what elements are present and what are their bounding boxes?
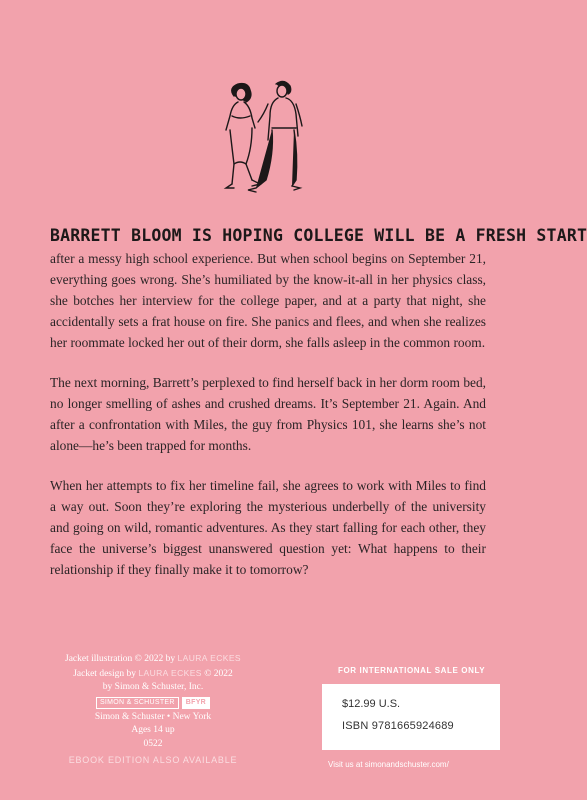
ebook-notice: EBOOK EDITION ALSO AVAILABLE xyxy=(68,754,238,765)
copyright-holder: by Simon & Schuster, Inc. xyxy=(102,682,204,693)
price: $12.99 U.S. xyxy=(342,698,401,710)
barcode-box xyxy=(322,684,500,750)
synopsis-paragraph: The next morning, Barrett’s perplexed to find herself back in her dorm room bed, no longer smelling of ashes and crushed dreams. It’s September 21. Again. And after a confrontation with Miles, the guy from Physics 101, she learns she’s not alone—he’s been trapped for months. xyxy=(50,375,486,453)
synopsis-paragraph: When her attempts to fix her timeline fail, she agrees to work with Miles to find a way out. Soon they’re exploring the mysterious underbelly of the university and going on wild, romantic adventures. As they start falling for each other, they face the universe’s biggest unanswered question yet: What happens to their relationship if they finally make it to tomorrow? xyxy=(50,478,486,577)
age-range: Ages 14 up xyxy=(131,725,175,736)
man-figure xyxy=(248,81,302,192)
print-code: 0522 xyxy=(143,738,163,749)
synopsis-paragraph: after a messy high school experience. But when school begins on September 21, everything goes wrong. She’s humiliated by the know-it-all in her physics class, she botches her interview for the college paper, and at a party that night, she accidentally sets a frat house on fire. She panics and flees, and when she realizes her roommate locked her out of their dorm, she falls asleep in the common room. xyxy=(50,251,486,350)
couple-illustration xyxy=(212,78,312,208)
simon-schuster-logo: SIMON & SCHUSTER xyxy=(96,697,179,709)
illustration-credit: Jacket illustration © 2022 by LAURA ECKES xyxy=(65,653,241,664)
publisher-logos xyxy=(58,697,248,709)
synopsis xyxy=(50,248,486,599)
bfyr-logo: BFYR xyxy=(182,697,210,709)
woman-figure xyxy=(226,84,260,188)
isbn: ISBN 9781665924689 xyxy=(342,720,454,732)
headline: BARRETT BLOOM IS HOPING COLLEGE WILL BE A FRESH START xyxy=(50,226,587,245)
credits-block xyxy=(58,652,248,767)
international-sale-notice: FOR INTERNATIONAL SALE ONLY xyxy=(338,666,486,675)
publisher-line: Simon & Schuster • New York xyxy=(94,711,212,722)
design-credit: Jacket design by LAURA ECKES © 2022 xyxy=(73,667,233,679)
website-link[interactable]: Visit us at simonandschuster.com/ xyxy=(328,760,449,769)
